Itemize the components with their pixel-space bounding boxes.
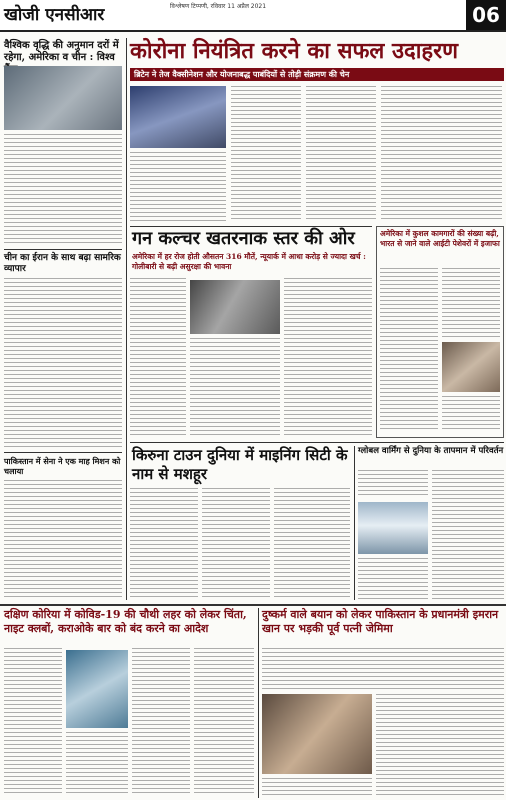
right-box-photo	[442, 342, 500, 392]
kiruna-body-col2	[202, 488, 270, 600]
second-left-headline: चीन का ईरान के साथ बढ़ा सामरिक व्यापार	[4, 253, 121, 274]
kiruna-body-col3	[274, 488, 350, 600]
korea-body-col4	[194, 648, 254, 796]
main-story-photo	[130, 86, 226, 148]
right-box-body	[380, 268, 438, 432]
glacier-body	[432, 470, 504, 600]
main-story-body-col2	[231, 86, 301, 222]
glacier-body	[358, 558, 428, 600]
korea-photo	[66, 650, 128, 728]
left-story-photo	[4, 66, 122, 130]
left-story-headline: वैश्विक वृद्धि की अनुमान दरों में रहेगा, अमेरिका व चीन : विश्व	[4, 40, 119, 63]
kiruna-body-col1	[130, 488, 198, 600]
divider	[130, 442, 504, 443]
glacier-body	[358, 470, 428, 498]
pakistan-body	[262, 648, 504, 690]
divider	[130, 226, 372, 227]
korea-body-col3	[132, 648, 190, 796]
column-divider	[126, 38, 127, 600]
column-divider	[258, 608, 259, 798]
page-number: 06	[466, 0, 506, 30]
column-divider	[354, 446, 355, 600]
gun-story-subheadline: अमेरिका में हर रोज होती औसतन 316 मौतें, न्यूयार्क में आधा करोड़ से ज्यादा खर्च : गोलीबारी से बढ़ी असुरक्षा की भावना	[132, 252, 366, 271]
gun-story-body-col3	[284, 278, 372, 438]
bottom-left-headline: पाकिस्तान में सेना ने एक माह मिशन को चलाया	[4, 456, 121, 476]
divider	[4, 452, 122, 453]
korea-body-col1	[4, 648, 62, 796]
main-story-body-col4	[381, 86, 502, 222]
second-left-body	[4, 278, 122, 448]
gun-story-body-col2	[190, 338, 280, 438]
gun-story-body-col1	[130, 278, 186, 438]
pakistan-photo	[262, 694, 372, 774]
gun-story-photo	[190, 280, 280, 334]
korea-headline: दक्षिण कोरिया में कोविड-19 की चौथी लहर को लेकर चिंता, नाइट क्लबों, कराओके बार को बंद करने का आदेश	[4, 608, 247, 635]
left-story-body	[4, 134, 122, 246]
glacier-photo	[358, 502, 428, 554]
right-box-body	[442, 396, 500, 432]
dateline: विश्लेषण टिप्पणी, रविवार 11 अप्रैल 2021	[170, 3, 267, 10]
main-subheadline: ब्रिटेन ने तेज वैक्सीनेशन और योजनाबद्ध पाबंदियों से तोड़ी संक्रमण की चेन	[134, 69, 350, 79]
glacier-headline: ग्लोबल वार्मिंग से दुनिया के तापमान में परिवर्तन	[358, 446, 504, 456]
gun-story-headline: गन कल्चर खतरनाक स्तर की ओर	[132, 228, 355, 249]
bottom-left-body	[4, 480, 122, 600]
section-divider	[0, 604, 506, 606]
divider	[4, 249, 122, 250]
korea-body-col2	[66, 732, 128, 796]
main-story-body-col3	[306, 86, 376, 222]
right-box-body	[442, 268, 500, 338]
main-story-body-col1	[130, 152, 226, 222]
pakistan-headline: दुष्कर्म वाले बयान को लेकर पाकिस्तान के प्रधानमंत्री इमरान खान पर भड़की पूर्व पत्नी जेमिमा	[262, 608, 499, 635]
masthead: खोजी एनसीआर	[4, 5, 105, 25]
main-headline: कोरोना नियंत्रित करने का सफल उदाहरण	[130, 38, 459, 64]
right-box-headline: अमेरिका में कुशल कामगारों की संख्या बढ़ी, भारत से जाने वाले आईटी पेशेवरों में इजाफा	[380, 229, 500, 248]
pakistan-body	[262, 778, 372, 796]
kiruna-headline: किरुना टाउन दुनिया में माइनिंग सिटी के नाम से मशहूर	[132, 446, 348, 483]
pakistan-body	[376, 694, 504, 796]
